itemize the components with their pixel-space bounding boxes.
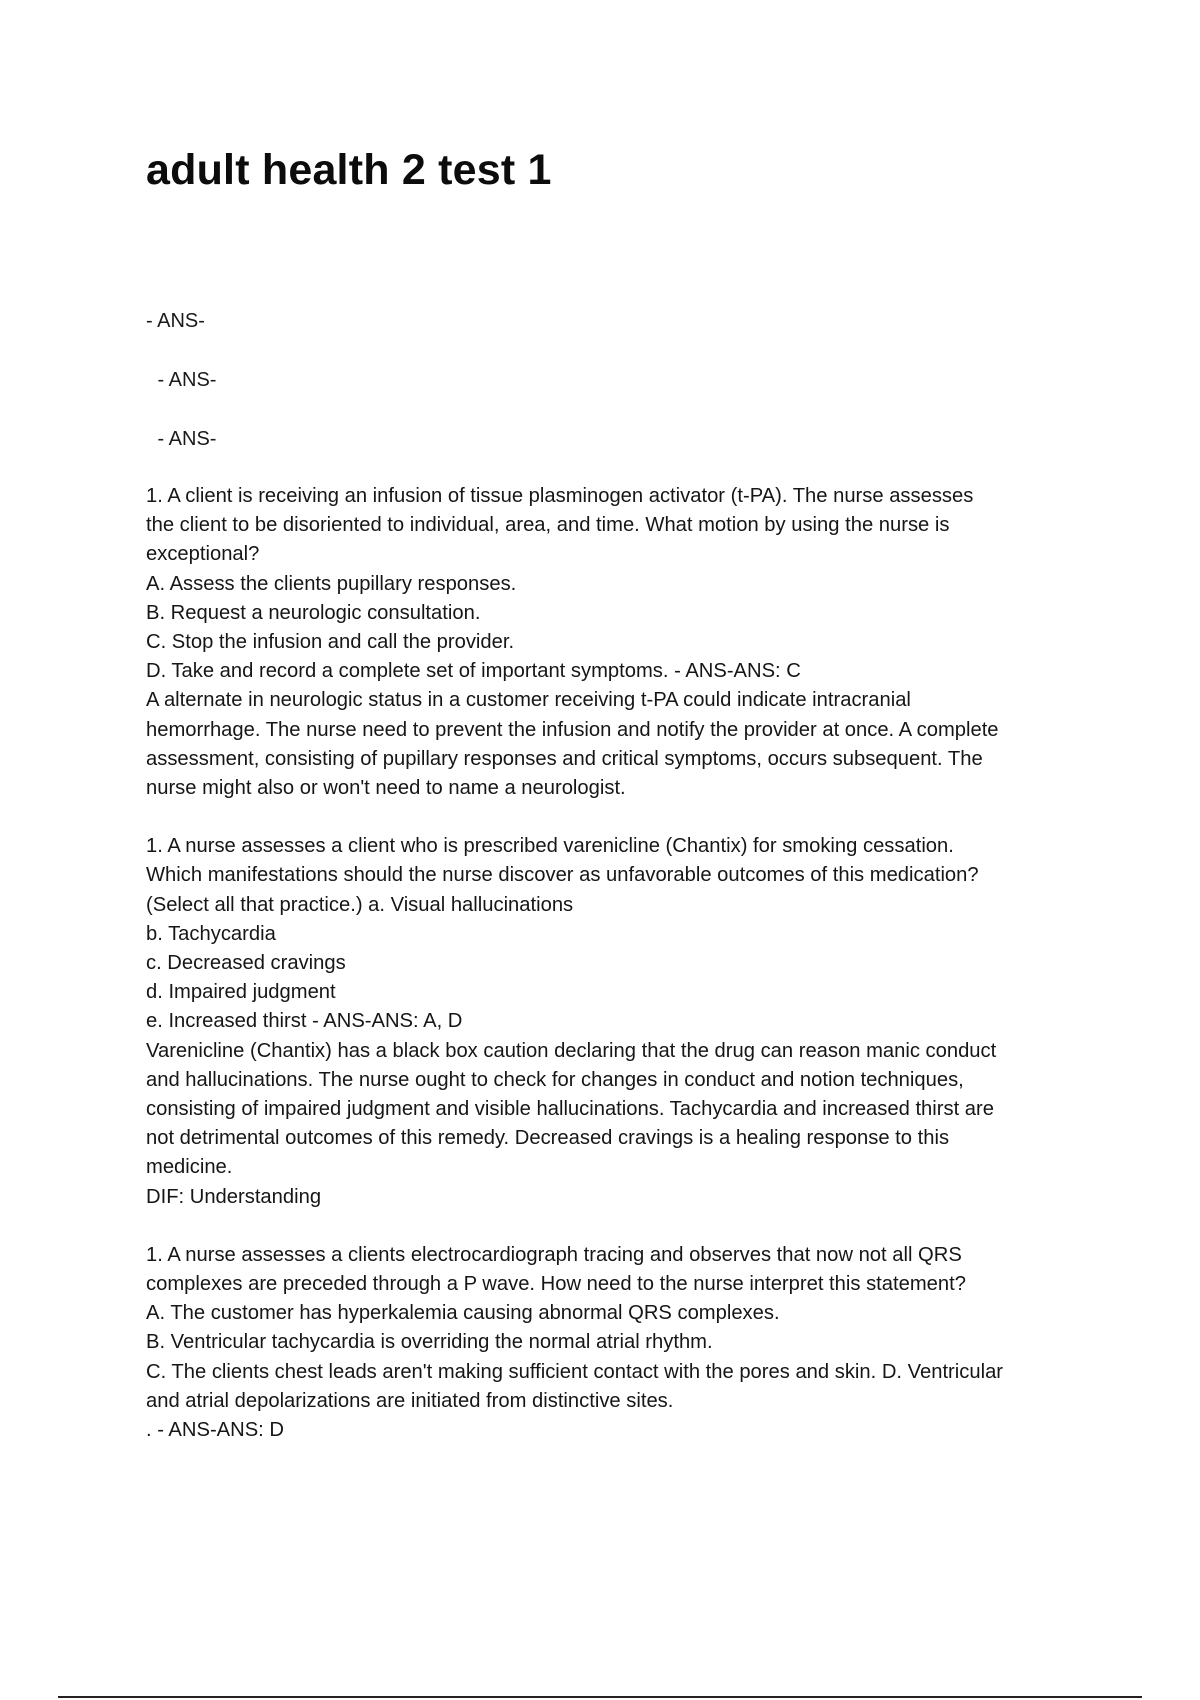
rationale-line: not detrimental outcomes of this remedy. Decreased cravings is a healing response to this	[146, 1127, 950, 1150]
question-block	[146, 832, 1096, 1212]
document-title: adult health 2 test 1	[146, 146, 552, 194]
rationale-line: Varenicline (Chantix) has a black box caution declaring that the drug can reason manic conduct	[146, 1039, 997, 1062]
ans-marker: - ANS-	[152, 369, 217, 391]
answer-option: d. Impaired judgment	[146, 981, 336, 1004]
question-text-line: the client to be disoriented to individual, area, and time. What motion by using the nurse is	[146, 514, 950, 537]
rationale-line: and hallucinations. The nurse ought to check for changes in conduct and notion techniques,	[146, 1068, 964, 1091]
question-text-line: 1. A client is receiving an infusion of tissue plasminogen activator (t-PA). The nurse assesses	[146, 485, 974, 507]
answer-option: A. Assess the clients pupillary responses.	[146, 572, 517, 595]
question-text-line: Which manifestations should the nurse discover as unfavorable outcomes of this medication?	[146, 864, 979, 887]
ans-marker: - ANS-	[146, 310, 205, 332]
rationale-line: A alternate in neurologic status in a customer receiving t-PA could indicate intracranial	[146, 689, 911, 712]
footer-divider	[58, 1696, 1142, 1698]
answer-option: B. Ventricular tachycardia is overriding the normal atrial rhythm.	[146, 1331, 713, 1354]
rationale-line: nurse might also or won't need to name a neurologist.	[146, 777, 626, 800]
answer-option: and atrial depolarizations are initiated from distinctive sites.	[146, 1389, 674, 1412]
rationale-line: assessment, consisting of pupillary responses and critical symptoms, occurs subsequent. The	[146, 747, 983, 770]
answer-key-line: . - ANS-ANS: D	[146, 1419, 284, 1442]
answer-option: A. The customer has hyperkalemia causing abnormal QRS complexes.	[146, 1302, 780, 1325]
ans-marker: - ANS-	[152, 428, 217, 450]
question-text-line: 1. A nurse assesses a clients electrocardiograph tracing and observes that now not all QRS	[146, 1243, 962, 1266]
rationale-line: consisting of impaired judgment and visible hallucinations. Tachycardia and increased thirst are	[146, 1098, 994, 1121]
rationale-line: hemorrhage. The nurse need to prevent the infusion and notify the provider at once. A complete	[146, 718, 999, 741]
question-text-line: 1. A nurse assesses a client who is prescribed varenicline (Chantix) for smoking cessation.	[146, 835, 954, 858]
answer-option: C. The clients chest leads aren't making sufficient contact with the pores and skin. D. Ventricular	[146, 1360, 1004, 1383]
answer-option: B. Request a neurologic consultation.	[146, 601, 481, 624]
answer-option: c. Decreased cravings	[146, 952, 346, 975]
answer-option: D. Take and record a complete set of important symptoms. - ANS-ANS: C	[146, 660, 801, 683]
rationale-line: medicine.	[146, 1156, 233, 1179]
question-block	[146, 482, 1096, 803]
question-block	[146, 1241, 1096, 1445]
answer-option: C. Stop the infusion and call the provider.	[146, 631, 515, 654]
question-list	[146, 482, 1096, 1474]
question-text-line: exceptional?	[146, 543, 260, 566]
difficulty-line: DIF: Understanding	[146, 1185, 322, 1208]
answer-option: b. Tachycardia	[146, 922, 276, 945]
answer-option: e. Increased thirst - ANS-ANS: A, D	[146, 1010, 463, 1033]
question-text-line: complexes are preceded through a P wave. How need to the nurse interpret this statement?	[146, 1273, 966, 1296]
question-text-line: (Select all that practice.) a. Visual hallucinations	[146, 893, 574, 916]
